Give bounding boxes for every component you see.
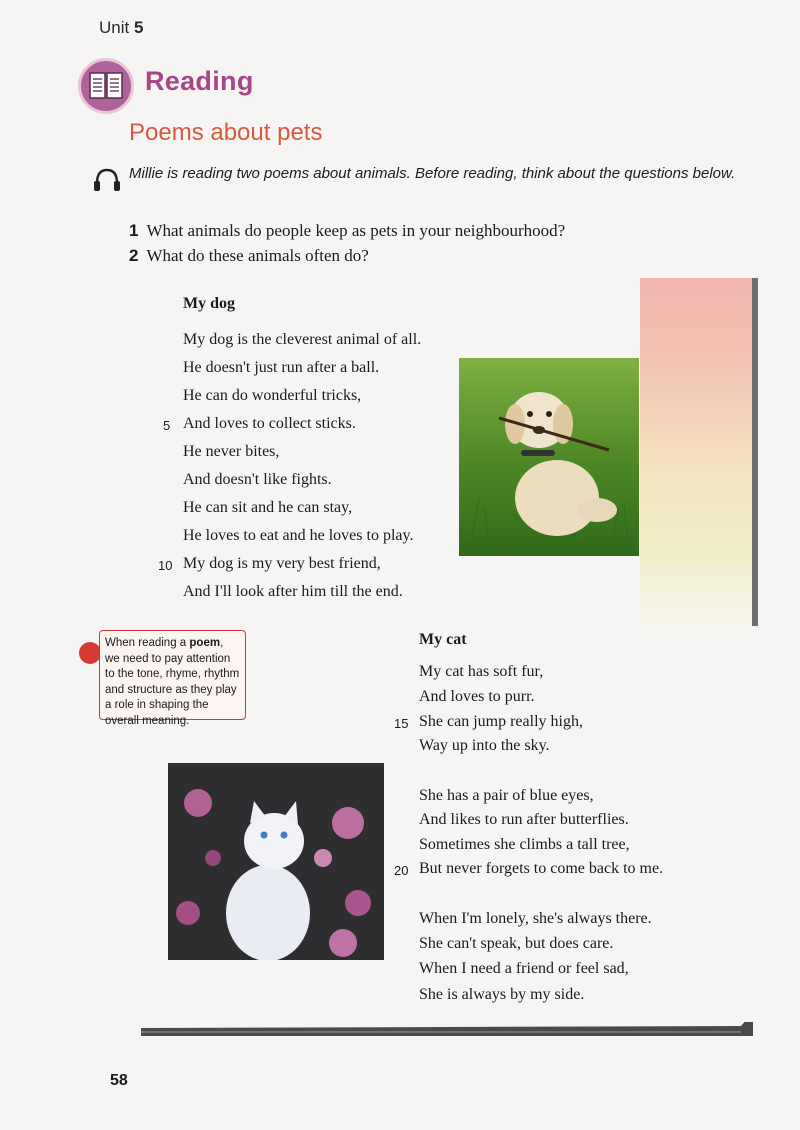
poem-line: And loves to collect sticks.	[183, 415, 356, 432]
poem-line: Sometimes she climbs a tall tree,	[419, 836, 630, 853]
poem-line: And loves to purr.	[419, 688, 535, 705]
tip-text-after: , we need to pay attention to the tone, rhyme, rhythm and structure as they play a role in shaping the overall meaning.	[105, 637, 240, 727]
poem-line: He loves to eat and he loves to play.	[183, 527, 414, 544]
poem-line: She is always by my side.	[419, 986, 585, 1003]
poem-line: And likes to run after butterflies.	[419, 811, 629, 828]
bottom-rule	[141, 1022, 753, 1040]
poem-line: But never forgets to come back to me.	[419, 860, 664, 877]
line-number: 20	[394, 863, 409, 878]
poem-line: My dog is my very best friend,	[183, 555, 381, 572]
tip-keyword: poem	[189, 637, 221, 649]
poem-line: She can jump really high,	[419, 713, 583, 730]
decorative-strip	[640, 278, 758, 626]
poem-title-cat: My cat	[419, 631, 467, 648]
poem-line: My dog is the cleverest animal of all.	[183, 331, 422, 348]
poem-line: And doesn't like fights.	[183, 471, 332, 488]
line-number: 15	[394, 716, 409, 731]
page-number: 58	[110, 1072, 128, 1089]
tip-text-before: When reading a	[105, 637, 190, 649]
question-number: 1	[129, 221, 139, 240]
line-number: 5	[163, 418, 171, 433]
tip-icon	[79, 642, 101, 664]
poem-title-dog: My dog	[183, 295, 235, 312]
page-title: Poems about pets	[129, 119, 323, 146]
poem-line: He doesn't just run after a ball.	[183, 359, 380, 376]
poem-line: When I'm lonely, she's always there.	[419, 910, 652, 927]
unit-text: Unit	[99, 18, 130, 37]
poem-line: He never bites,	[183, 443, 280, 460]
poem-line: When I need a friend or feel sad,	[419, 960, 629, 977]
unit-label	[99, 18, 143, 38]
dog-photo	[459, 358, 639, 556]
question-1	[129, 221, 565, 241]
question-text: What do these animals often do?	[146, 246, 369, 265]
line-number: 10	[158, 558, 173, 573]
intro-text: Millie is reading two poems about animals. Before reading, think about the questions below.	[129, 165, 736, 182]
headphones-icon[interactable]	[92, 165, 122, 195]
section-title: Reading	[145, 66, 254, 96]
tip-box	[99, 630, 246, 727]
open-book-icon	[78, 58, 134, 114]
question-number: 2	[129, 246, 139, 265]
poem-line: And I'll look after him till the end.	[183, 583, 403, 600]
cat-photo	[168, 763, 384, 960]
poem-line: Way up into the sky.	[419, 737, 550, 754]
unit-number: 5	[133, 18, 144, 37]
question-2	[129, 246, 369, 266]
poem-line: She has a pair of blue eyes,	[419, 787, 594, 804]
poem-line: She can't speak, but does care.	[419, 935, 614, 952]
poem-line: He can do wonderful tricks,	[183, 387, 362, 404]
poem-line: He can sit and he can stay,	[183, 499, 353, 516]
question-text: What animals do people keep as pets in your neighbourhood?	[146, 221, 566, 240]
poem-line: My cat has soft fur,	[419, 663, 544, 680]
